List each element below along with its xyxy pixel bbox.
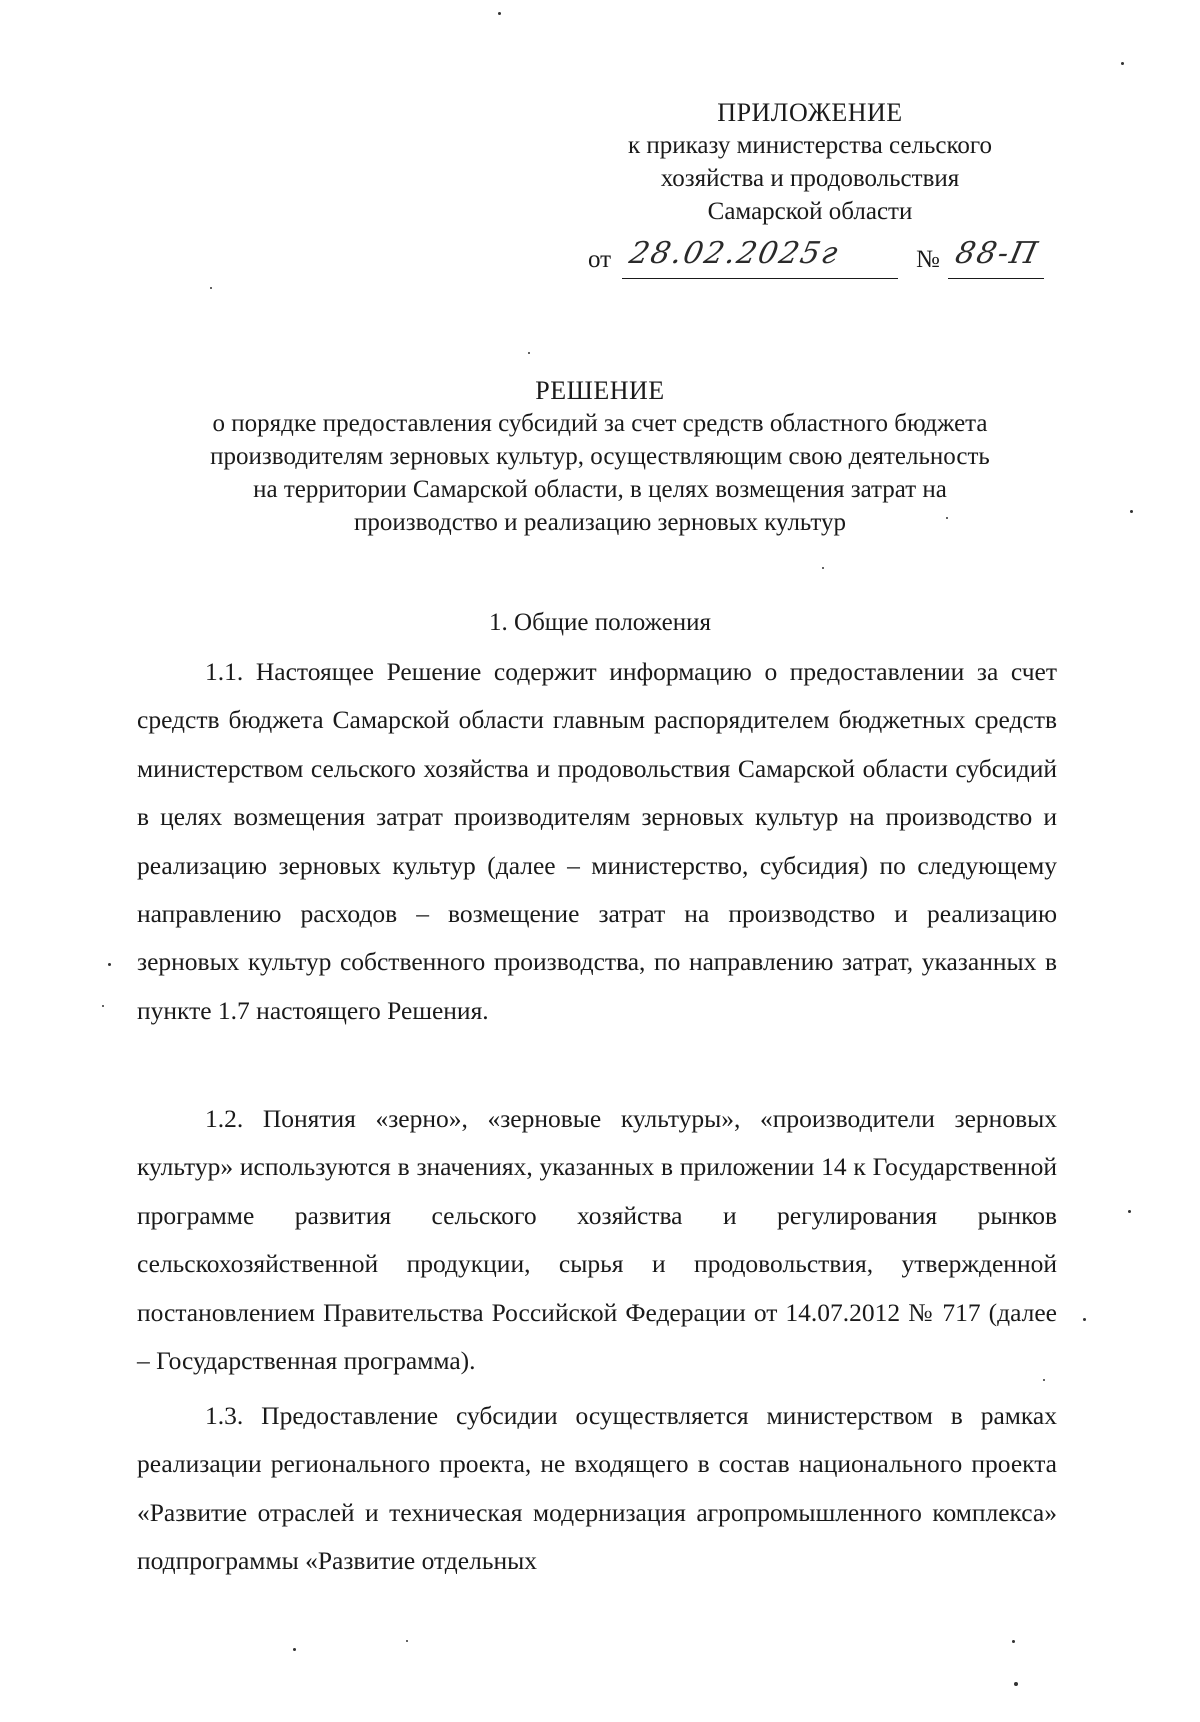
appendix-line-2: хозяйства и продовольствия (660, 165, 960, 192)
appendix-line-1: к приказу министерства сельского (627, 132, 992, 159)
decision-line-2: производителям зерновых культур, осуществляющим свою деятельность (210, 443, 990, 470)
handwritten-number: 88-П (952, 236, 1043, 271)
decision-line-1: о порядке предоставления субсидий за счет средств областного бюджета (212, 410, 988, 437)
scan-speck (406, 1640, 408, 1642)
handwritten-date: 28.02.2025г (626, 236, 843, 271)
scan-speck (1012, 1640, 1015, 1643)
number-prefix: № (916, 246, 940, 273)
paragraph-1-3: 1.3. Предоставление субсидии осуществляется министерством в рамках реализации регионального проекта, не входящего в состав национального проекта «Развитие отраслей и техническая модернизация агропромышленного комплекса» подпрограммы «Развитие отдельных (137, 1401, 1057, 1576)
paragraph-1-1: 1.1. Настоящее Решение содержит информацию о предоставлении за счет средств бюджета Самарской области главным распорядителем бюджетных средств министерством сельского хозяйства и продовольствия Самарской области субсидий в целях возмещения затрат производителям зерновых культур на производство и реализацию зерновых культур (далее – министерство, субсидия) по следующему направлению расходов – возмещение затрат на производство и реализацию зерновых культур собственного производства, по направлению затрат, указанных в пункте 1.7 настоящего Решения. (137, 657, 1057, 1025)
paragraph-1-2: 1.2. Понятия «зерно», «зерновые культуры», «производители зерновых культур» используются в значениях, указанных в приложении 14 к Государственной программе развития сельского хозяйства и регулирования рынков сельскохозяйственной продукции, сырья и продовольствия, утвержденной постановлением Правительства Российской Федерации от 14.07.2012 № 717 (далее – Государственная программа). (137, 1104, 1057, 1376)
decision-line-4: производство и реализацию зерновых культур (354, 509, 846, 536)
order-date-number-line (588, 236, 1068, 276)
scan-speck (1083, 1318, 1086, 1321)
scan-speck (1043, 1379, 1045, 1381)
scan-speck (528, 352, 530, 354)
decision-line-3: на территории Самарской области, в целях возмещения затрат на (253, 476, 947, 503)
scan-speck (498, 12, 501, 15)
appendix-title: ПРИЛОЖЕНИЕ (717, 98, 903, 127)
date-underline (622, 278, 898, 279)
scan-speck (1128, 1210, 1131, 1213)
decision-heading (140, 374, 1060, 539)
scan-speck (102, 1005, 104, 1007)
decision-title: РЕШЕНИЕ (535, 376, 665, 405)
scan-speck (293, 1648, 296, 1651)
date-prefix: от (588, 246, 612, 273)
scan-speck (1014, 1682, 1018, 1686)
scan-speck (108, 963, 111, 966)
appendix-header (560, 96, 1060, 228)
scan-speck (210, 287, 212, 289)
number-underline (948, 278, 1044, 279)
scan-speck (946, 517, 948, 519)
section-title-general-provisions: 1. Общие положения (489, 609, 711, 636)
scan-speck (1130, 510, 1133, 513)
appendix-line-3: Самарской области (707, 198, 913, 225)
scan-speck (822, 567, 824, 569)
scan-speck (1121, 62, 1124, 65)
